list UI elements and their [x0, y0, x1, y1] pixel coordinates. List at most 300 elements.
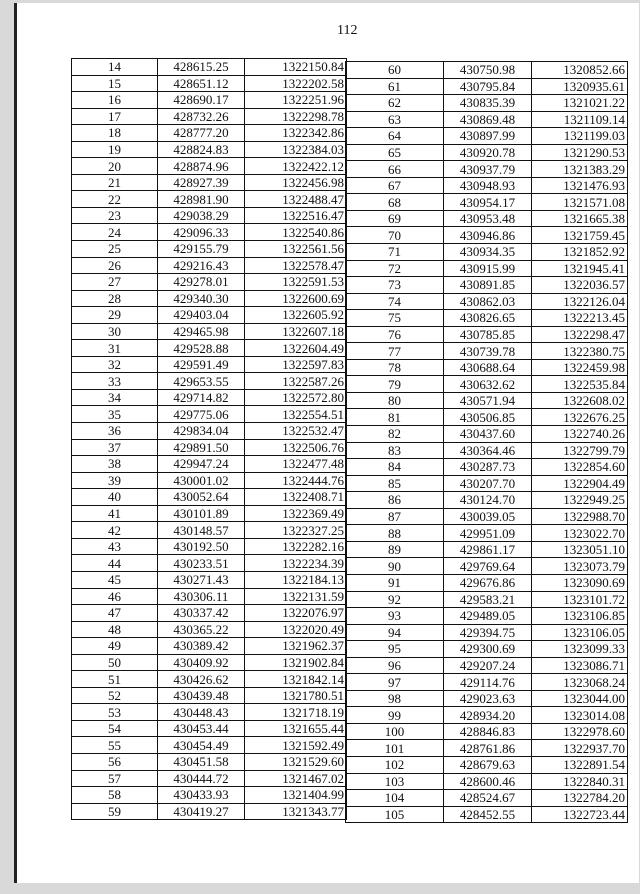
- table-row: [72, 108, 347, 125]
- point-number-cell: 86: [346, 492, 444, 509]
- x-coordinate-cell: 428761.86: [444, 740, 532, 757]
- point-number-cell: 64: [346, 128, 444, 145]
- table-row: [346, 707, 628, 724]
- point-number-cell: 26: [72, 257, 158, 274]
- table-row: [346, 608, 628, 625]
- point-number-cell: 76: [346, 326, 444, 343]
- x-coordinate-cell: 429278.01: [158, 274, 245, 291]
- x-coordinate-cell: 428452.55: [444, 806, 532, 823]
- table-row: [72, 505, 347, 522]
- table-row: [72, 224, 347, 241]
- y-coordinate-cell: 1322608.02: [532, 392, 628, 409]
- x-coordinate-cell: 429403.04: [158, 307, 245, 324]
- point-number-cell: 19: [72, 141, 158, 158]
- point-number-cell: 68: [346, 194, 444, 211]
- y-coordinate-cell: 1322532.47: [245, 423, 347, 440]
- point-number-cell: 54: [72, 720, 158, 737]
- table-row: [72, 207, 347, 224]
- x-coordinate-cell: 430337.42: [158, 605, 245, 622]
- y-coordinate-cell: 1321404.99: [245, 787, 347, 804]
- y-coordinate-cell: 1322605.92: [245, 307, 347, 324]
- table-row: [346, 492, 628, 509]
- table-row: [72, 257, 347, 274]
- point-number-cell: 25: [72, 241, 158, 258]
- x-coordinate-cell: 430750.98: [444, 62, 532, 79]
- y-coordinate-cell: 1321571.08: [532, 194, 628, 211]
- y-coordinate-cell: 1320935.61: [532, 78, 628, 95]
- y-coordinate-cell: 1322488.47: [245, 191, 347, 208]
- y-coordinate-cell: 1321476.93: [532, 177, 628, 194]
- table-row: [346, 508, 628, 525]
- y-coordinate-cell: 1321902.84: [245, 654, 347, 671]
- point-number-cell: 100: [346, 723, 444, 740]
- table-row: [72, 588, 347, 605]
- y-coordinate-cell: 1322978.60: [532, 723, 628, 740]
- point-number-cell: 21: [72, 174, 158, 191]
- y-coordinate-cell: 1323106.05: [532, 624, 628, 641]
- x-coordinate-cell: 430444.72: [158, 770, 245, 787]
- y-coordinate-cell: 1323106.85: [532, 608, 628, 625]
- x-coordinate-cell: 428934.20: [444, 707, 532, 724]
- x-coordinate-cell: 429676.86: [444, 574, 532, 591]
- table-row: [72, 290, 347, 307]
- y-coordinate-cell: 1322799.79: [532, 442, 628, 459]
- table-row: [72, 241, 347, 258]
- point-number-cell: 97: [346, 674, 444, 691]
- x-coordinate-cell: 429038.29: [158, 207, 245, 224]
- y-coordinate-cell: 1322572.80: [245, 389, 347, 406]
- point-number-cell: 61: [346, 78, 444, 95]
- point-number-cell: 40: [72, 489, 158, 506]
- table-row: [346, 78, 628, 95]
- x-coordinate-cell: 430039.05: [444, 508, 532, 525]
- y-coordinate-cell: 1322036.57: [532, 277, 628, 294]
- y-coordinate-cell: 1321962.37: [245, 638, 347, 655]
- point-number-cell: 46: [72, 588, 158, 605]
- y-coordinate-cell: 1321199.03: [532, 128, 628, 145]
- coordinates-table-right: [345, 61, 628, 823]
- x-coordinate-cell: 430287.73: [444, 459, 532, 476]
- x-coordinate-cell: 430148.57: [158, 522, 245, 539]
- table-row: [72, 174, 347, 191]
- y-coordinate-cell: 1322840.31: [532, 773, 628, 790]
- y-coordinate-cell: 1322607.18: [245, 323, 347, 340]
- table-row: [72, 571, 347, 588]
- y-coordinate-cell: 1323073.79: [532, 558, 628, 575]
- table-row: [346, 806, 628, 823]
- point-number-cell: 47: [72, 605, 158, 622]
- point-number-cell: 23: [72, 207, 158, 224]
- y-coordinate-cell: 1322597.83: [245, 356, 347, 373]
- y-coordinate-cell: 1322126.04: [532, 293, 628, 310]
- point-number-cell: 72: [346, 260, 444, 277]
- x-coordinate-cell: 430891.85: [444, 277, 532, 294]
- document-page: [14, 3, 639, 883]
- table-row: [346, 392, 628, 409]
- y-coordinate-cell: 1322891.54: [532, 756, 628, 773]
- x-coordinate-cell: 429834.04: [158, 423, 245, 440]
- point-number-cell: 24: [72, 224, 158, 241]
- page-number: 112: [337, 23, 358, 38]
- x-coordinate-cell: 430920.78: [444, 144, 532, 161]
- point-number-cell: 88: [346, 525, 444, 542]
- table-row: [346, 326, 628, 343]
- point-number-cell: 75: [346, 310, 444, 327]
- table-row: [72, 654, 347, 671]
- point-number-cell: 31: [72, 340, 158, 357]
- y-coordinate-cell: 1321759.45: [532, 227, 628, 244]
- table-row: [346, 591, 628, 608]
- x-coordinate-cell: 429528.88: [158, 340, 245, 357]
- y-coordinate-cell: 1322369.49: [245, 505, 347, 522]
- y-coordinate-cell: 1323022.70: [532, 525, 628, 542]
- x-coordinate-cell: 430271.43: [158, 571, 245, 588]
- point-number-cell: 66: [346, 161, 444, 178]
- y-coordinate-cell: 1322444.76: [245, 472, 347, 489]
- point-number-cell: 32: [72, 356, 158, 373]
- point-number-cell: 45: [72, 571, 158, 588]
- x-coordinate-cell: 429207.24: [444, 657, 532, 674]
- y-coordinate-cell: 1322723.44: [532, 806, 628, 823]
- x-coordinate-cell: 429653.55: [158, 373, 245, 390]
- x-coordinate-cell: 428679.63: [444, 756, 532, 773]
- point-number-cell: 87: [346, 508, 444, 525]
- point-number-cell: 105: [346, 806, 444, 823]
- point-number-cell: 37: [72, 439, 158, 456]
- point-number-cell: 44: [72, 555, 158, 572]
- point-number-cell: 49: [72, 638, 158, 655]
- x-coordinate-cell: 430948.93: [444, 177, 532, 194]
- point-number-cell: 96: [346, 657, 444, 674]
- table-row: [346, 475, 628, 492]
- x-coordinate-cell: 430632.62: [444, 376, 532, 393]
- y-coordinate-cell: 1321290.53: [532, 144, 628, 161]
- point-number-cell: 42: [72, 522, 158, 539]
- y-coordinate-cell: 1322298.78: [245, 108, 347, 125]
- point-number-cell: 17: [72, 108, 158, 125]
- point-number-cell: 83: [346, 442, 444, 459]
- x-coordinate-cell: 430306.11: [158, 588, 245, 605]
- x-coordinate-cell: 430437.60: [444, 426, 532, 443]
- y-coordinate-cell: 1322591.53: [245, 274, 347, 291]
- x-coordinate-cell: 430946.86: [444, 227, 532, 244]
- y-coordinate-cell: 1322380.75: [532, 343, 628, 360]
- point-number-cell: 90: [346, 558, 444, 575]
- y-coordinate-cell: 1322202.58: [245, 75, 347, 92]
- y-coordinate-cell: 1322554.51: [245, 406, 347, 423]
- x-coordinate-cell: 428927.39: [158, 174, 245, 191]
- table-row: [72, 671, 347, 688]
- x-coordinate-cell: 428690.17: [158, 92, 245, 109]
- point-number-cell: 62: [346, 95, 444, 112]
- point-number-cell: 103: [346, 773, 444, 790]
- table-row: [72, 687, 347, 704]
- x-coordinate-cell: 429394.75: [444, 624, 532, 641]
- table-row: [72, 158, 347, 175]
- y-coordinate-cell: 1323051.10: [532, 541, 628, 558]
- table-row: [346, 773, 628, 790]
- x-coordinate-cell: 428981.90: [158, 191, 245, 208]
- y-coordinate-cell: 1322327.25: [245, 522, 347, 539]
- y-coordinate-cell: 1321467.02: [245, 770, 347, 787]
- point-number-cell: 36: [72, 423, 158, 440]
- point-number-cell: 58: [72, 787, 158, 804]
- table-row: [72, 59, 347, 76]
- y-coordinate-cell: 1321665.38: [532, 210, 628, 227]
- table-row: [72, 704, 347, 721]
- x-coordinate-cell: 430001.02: [158, 472, 245, 489]
- table-row: [72, 191, 347, 208]
- x-coordinate-cell: 429114.76: [444, 674, 532, 691]
- point-number-cell: 70: [346, 227, 444, 244]
- y-coordinate-cell: 1322456.98: [245, 174, 347, 191]
- y-coordinate-cell: 1322342.86: [245, 125, 347, 142]
- point-number-cell: 30: [72, 323, 158, 340]
- x-coordinate-cell: 429775.06: [158, 406, 245, 423]
- y-coordinate-cell: 1322234.39: [245, 555, 347, 572]
- x-coordinate-cell: 429591.49: [158, 356, 245, 373]
- table-row: [346, 409, 628, 426]
- y-coordinate-cell: 1321842.14: [245, 671, 347, 688]
- y-coordinate-cell: 1322949.25: [532, 492, 628, 509]
- x-coordinate-cell: 430506.85: [444, 409, 532, 426]
- table-row: [346, 343, 628, 360]
- x-coordinate-cell: 430124.70: [444, 492, 532, 509]
- table-row: [72, 753, 347, 770]
- table-row: [346, 657, 628, 674]
- x-coordinate-cell: 430233.51: [158, 555, 245, 572]
- table-row: [346, 128, 628, 145]
- table-row: [346, 756, 628, 773]
- point-number-cell: 38: [72, 456, 158, 473]
- point-number-cell: 18: [72, 125, 158, 142]
- point-number-cell: 35: [72, 406, 158, 423]
- y-coordinate-cell: 1322578.47: [245, 257, 347, 274]
- x-coordinate-cell: 430897.99: [444, 128, 532, 145]
- point-number-cell: 39: [72, 472, 158, 489]
- y-coordinate-cell: 1321383.29: [532, 161, 628, 178]
- y-coordinate-cell: 1323099.33: [532, 641, 628, 658]
- point-number-cell: 14: [72, 59, 158, 76]
- x-coordinate-cell: 428777.20: [158, 125, 245, 142]
- x-coordinate-cell: 428874.96: [158, 158, 245, 175]
- y-coordinate-cell: 1322020.49: [245, 621, 347, 638]
- table-row: [346, 459, 628, 476]
- table-row: [346, 723, 628, 740]
- y-coordinate-cell: 1322740.26: [532, 426, 628, 443]
- table-row: [346, 244, 628, 261]
- table-row: [346, 790, 628, 807]
- coordinates-table-left: [71, 58, 347, 820]
- x-coordinate-cell: 430448.43: [158, 704, 245, 721]
- table-row: [72, 423, 347, 440]
- y-coordinate-cell: 1322422.12: [245, 158, 347, 175]
- table-row: [346, 194, 628, 211]
- x-coordinate-cell: 429023.63: [444, 690, 532, 707]
- point-number-cell: 41: [72, 505, 158, 522]
- point-number-cell: 81: [346, 409, 444, 426]
- point-number-cell: 56: [72, 753, 158, 770]
- x-coordinate-cell: 429216.43: [158, 257, 245, 274]
- x-coordinate-cell: 429861.17: [444, 541, 532, 558]
- y-coordinate-cell: 1322535.84: [532, 376, 628, 393]
- y-coordinate-cell: 1323068.24: [532, 674, 628, 691]
- table-row: [346, 227, 628, 244]
- x-coordinate-cell: 430192.50: [158, 538, 245, 555]
- y-coordinate-cell: 1321780.51: [245, 687, 347, 704]
- y-coordinate-cell: 1322213.45: [532, 310, 628, 327]
- point-number-cell: 89: [346, 541, 444, 558]
- y-coordinate-cell: 1322298.47: [532, 326, 628, 343]
- table-row: [346, 277, 628, 294]
- y-coordinate-cell: 1322477.48: [245, 456, 347, 473]
- x-coordinate-cell: 430937.79: [444, 161, 532, 178]
- table-row: [346, 541, 628, 558]
- table-row: [346, 525, 628, 542]
- point-number-cell: 29: [72, 307, 158, 324]
- point-number-cell: 43: [72, 538, 158, 555]
- x-coordinate-cell: 429951.09: [444, 525, 532, 542]
- point-number-cell: 101: [346, 740, 444, 757]
- x-coordinate-cell: 429155.79: [158, 241, 245, 258]
- x-coordinate-cell: 429096.33: [158, 224, 245, 241]
- y-coordinate-cell: 1323086.71: [532, 657, 628, 674]
- point-number-cell: 73: [346, 277, 444, 294]
- y-coordinate-cell: 1322600.69: [245, 290, 347, 307]
- table-row: [346, 426, 628, 443]
- x-coordinate-cell: 429769.64: [444, 558, 532, 575]
- table-row: [72, 538, 347, 555]
- x-coordinate-cell: 430862.03: [444, 293, 532, 310]
- table-row: [346, 376, 628, 393]
- table-row: [346, 95, 628, 112]
- table-row: [72, 489, 347, 506]
- point-number-cell: 52: [72, 687, 158, 704]
- point-number-cell: 84: [346, 459, 444, 476]
- y-coordinate-cell: 1320852.66: [532, 62, 628, 79]
- table-row: [346, 690, 628, 707]
- x-coordinate-cell: 430364.46: [444, 442, 532, 459]
- table-row: [72, 770, 347, 787]
- point-number-cell: 78: [346, 359, 444, 376]
- table-row: [72, 92, 347, 109]
- table-row: [346, 359, 628, 376]
- y-coordinate-cell: 1322131.59: [245, 588, 347, 605]
- x-coordinate-cell: 430795.84: [444, 78, 532, 95]
- point-number-cell: 67: [346, 177, 444, 194]
- point-number-cell: 98: [346, 690, 444, 707]
- x-coordinate-cell: 430419.27: [158, 803, 245, 820]
- point-number-cell: 48: [72, 621, 158, 638]
- point-number-cell: 94: [346, 624, 444, 641]
- point-number-cell: 104: [346, 790, 444, 807]
- x-coordinate-cell: 429465.98: [158, 323, 245, 340]
- y-coordinate-cell: 1322904.49: [532, 475, 628, 492]
- x-coordinate-cell: 428615.25: [158, 59, 245, 76]
- point-number-cell: 33: [72, 373, 158, 390]
- table-row: [346, 558, 628, 575]
- x-coordinate-cell: 428600.46: [444, 773, 532, 790]
- point-number-cell: 95: [346, 641, 444, 658]
- x-coordinate-cell: 430869.48: [444, 111, 532, 128]
- y-coordinate-cell: 1322604.49: [245, 340, 347, 357]
- y-coordinate-cell: 1322854.60: [532, 459, 628, 476]
- point-number-cell: 80: [346, 392, 444, 409]
- y-coordinate-cell: 1321021.22: [532, 95, 628, 112]
- table-row: [72, 638, 347, 655]
- x-coordinate-cell: 430101.89: [158, 505, 245, 522]
- x-coordinate-cell: 429489.05: [444, 608, 532, 625]
- table-row: [346, 740, 628, 757]
- point-number-cell: 51: [72, 671, 158, 688]
- x-coordinate-cell: 429300.69: [444, 641, 532, 658]
- point-number-cell: 15: [72, 75, 158, 92]
- y-coordinate-cell: 1322516.47: [245, 207, 347, 224]
- y-coordinate-cell: 1322251.96: [245, 92, 347, 109]
- point-number-cell: 93: [346, 608, 444, 625]
- table-row: [72, 323, 347, 340]
- table-row: [72, 75, 347, 92]
- y-coordinate-cell: 1323014.08: [532, 707, 628, 724]
- table-row: [346, 641, 628, 658]
- x-coordinate-cell: 430454.49: [158, 737, 245, 754]
- x-coordinate-cell: 430915.99: [444, 260, 532, 277]
- table-row: [72, 720, 347, 737]
- table-row: [72, 307, 347, 324]
- point-number-cell: 92: [346, 591, 444, 608]
- y-coordinate-cell: 1323090.69: [532, 574, 628, 591]
- table-row: [346, 574, 628, 591]
- table-row: [72, 274, 347, 291]
- point-number-cell: 63: [346, 111, 444, 128]
- y-coordinate-cell: 1321655.44: [245, 720, 347, 737]
- point-number-cell: 77: [346, 343, 444, 360]
- x-coordinate-cell: 429714.82: [158, 389, 245, 406]
- table-row: [72, 141, 347, 158]
- point-number-cell: 71: [346, 244, 444, 261]
- x-coordinate-cell: 430409.92: [158, 654, 245, 671]
- x-coordinate-cell: 428651.12: [158, 75, 245, 92]
- table-row: [346, 177, 628, 194]
- x-coordinate-cell: 430052.64: [158, 489, 245, 506]
- y-coordinate-cell: 1322988.70: [532, 508, 628, 525]
- table-row: [72, 605, 347, 622]
- x-coordinate-cell: 430934.35: [444, 244, 532, 261]
- table-row: [72, 787, 347, 804]
- y-coordinate-cell: 1322408.71: [245, 489, 347, 506]
- y-coordinate-cell: 1322561.56: [245, 241, 347, 258]
- x-coordinate-cell: 430953.48: [444, 210, 532, 227]
- table-row: [346, 293, 628, 310]
- x-coordinate-cell: 430954.17: [444, 194, 532, 211]
- table-row: [346, 674, 628, 691]
- y-coordinate-cell: 1321343.77: [245, 803, 347, 820]
- point-number-cell: 27: [72, 274, 158, 291]
- point-number-cell: 53: [72, 704, 158, 721]
- table-row: [72, 373, 347, 390]
- point-number-cell: 91: [346, 574, 444, 591]
- table-row: [346, 624, 628, 641]
- table-row: [72, 803, 347, 820]
- y-coordinate-cell: 1322384.03: [245, 141, 347, 158]
- point-number-cell: 20: [72, 158, 158, 175]
- table-row: [346, 111, 628, 128]
- x-coordinate-cell: 429583.21: [444, 591, 532, 608]
- y-coordinate-cell: 1322676.25: [532, 409, 628, 426]
- x-coordinate-cell: 430688.64: [444, 359, 532, 376]
- x-coordinate-cell: 428732.26: [158, 108, 245, 125]
- x-coordinate-cell: 430826.65: [444, 310, 532, 327]
